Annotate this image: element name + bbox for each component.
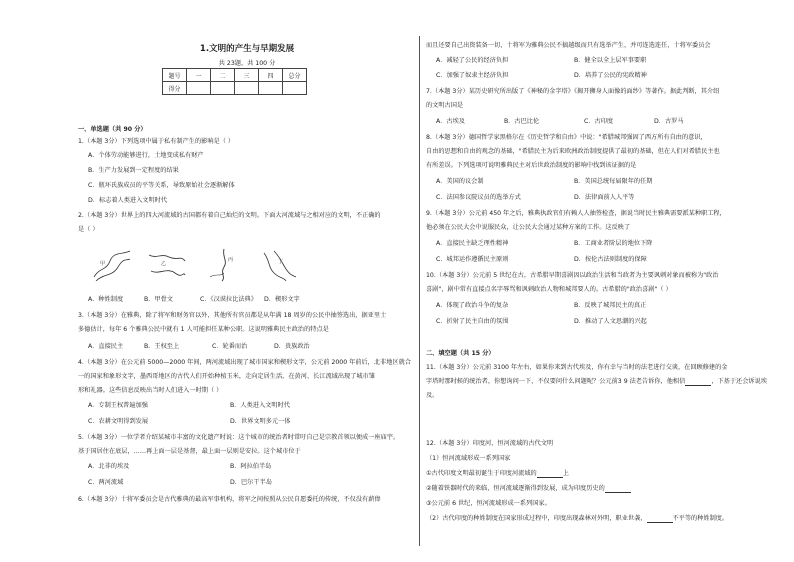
question-text [426, 378, 767, 386]
map-image [92, 247, 132, 283]
option-a: A．种姓制度 [88, 296, 124, 303]
section-heading: 一、单选题（共 90 分） [78, 126, 147, 133]
option-b: B．王权至上 [144, 343, 180, 350]
option-a: A．减轻了公民的经济负担 [436, 57, 509, 64]
option-d: D．标志着人类进入文明时代 [88, 197, 168, 204]
question-text: 喜剧"，剧中常有直接点名字辱骂和讽刺政治人物和城邦要人的。古希腊的"政治喜剧"（ ） [426, 286, 672, 293]
question-text: 8.（本题 3分）德国哲学家黑格尔在《历史哲学和自由》中说："希腊城邦强固了西方所有自由的意识， [426, 134, 707, 141]
map-image [147, 247, 187, 283]
map-image [204, 247, 244, 283]
option-c: C．加强了奴隶主经济负担 [436, 72, 509, 79]
table-cell [187, 82, 211, 95]
question-text: 一的国家和象形文字，墨西哥地区的古代人们开始种植玉米，走向定居生活，在黄河、长江流域出现了城市雏 [78, 373, 375, 380]
option-b: B．健全以全上层军事要职 [574, 57, 647, 64]
option-a: A．古埃及 [436, 118, 465, 125]
option-b: B．古巴比伦 [504, 118, 540, 125]
table-cell: 总分 [283, 69, 307, 82]
option-d: D．法律面前人人平等 [574, 194, 635, 201]
option-c: C．农耕文明得到发展 [88, 418, 149, 425]
question-text: 1.（本题 3分）下列选项中属于私有制产生的影响是（ ） [78, 138, 235, 145]
svg-text:丙: 丙 [228, 257, 234, 263]
question-text: 6.（本题 3分）十将军委员会是古代雅典的最高军事机构，将军之间按照从公民自愿委托的传统，不仅没有薪俸 [78, 496, 381, 503]
option-c: C．法国参议院议员的选举方式 [436, 194, 521, 201]
sub-question: （1）恒河流域形成一系列国家 [426, 455, 511, 462]
question-text: 12.（本题 3分）印度河、恒河流域的古代文明 [426, 440, 554, 447]
option-c: C．瓶坏氏族成员的平等关系，导致原始社会逐渐解体 [88, 182, 235, 189]
option-c: C．轮番而治 [212, 343, 248, 350]
sub-question [426, 470, 569, 478]
question-text: 4.（本题 3分）在公元前 5000—2000 年间，两河流域出现了城市国家和楔形文字，公元前 2000 年前后，北非地区就合 [78, 359, 411, 366]
table-cell [211, 82, 235, 95]
svg-text:甲: 甲 [100, 261, 106, 267]
question-text-part: ②随着铁器时代的来临，恒河流域逐渐得到发展，成为印度历史的 [426, 485, 605, 492]
question-text: 3.（本题 3分）在雅典，除了将军和财务官以外，其他所有官员都是从年满 18 周岁的公民中抽签选出，据亚里士 [78, 312, 387, 319]
option-b: B．工商业者阶层的地位下降 [574, 240, 653, 247]
option-a: A．体现了政治斗争的复杂 [436, 302, 509, 309]
table-cell [283, 82, 307, 95]
question-text: 形和礼器。这些信息反映出当时人们进入一时期（ ） [78, 387, 223, 394]
option-d: D．贵族政治 [274, 343, 310, 350]
question-text: 7.（本题 3分）某历史研究所出版了《神秘的金字塔》《揭开狮身人面像的面纱》等著作。据此判断，其介绍 [426, 88, 720, 95]
column-divider [419, 36, 420, 546]
question-text: 有所差误。下列选项可说明雅典民主对后世政治制度的影响中找到该证据的是 [426, 162, 637, 169]
option-a: A．直接民主 [88, 343, 124, 350]
question-text-part: ①古代印度文明最初诞生于印度河流域的 [426, 470, 537, 477]
question-text-part: （2）古代印度的种姓制度在国家形成过程中，印度出现森林对外明，职业世袭， [426, 515, 647, 522]
option-c: C．折射了民主自由的氛围 [436, 318, 509, 325]
sub-question [426, 515, 728, 523]
table-cell: 四 [259, 69, 283, 82]
option-b: B．人类进入文明时代 [230, 402, 290, 409]
table-row [163, 69, 307, 82]
option-c: C．古印度 [584, 118, 614, 125]
option-b: B．甲骨文 [144, 296, 173, 303]
answer-blank[interactable] [647, 516, 673, 523]
question-text: 10.（本题 3分）公元前 5 世纪在古，古希腊早期喜剧因以政治生活和当政者为主要讽刺对象而被称为"政治 [426, 272, 719, 279]
option-a: A．个体劳动能够进行，土地变成私有财产 [88, 152, 204, 159]
question-text: 2.（本题 3分）世界上的四大河流域的古国都有着自己灿烂的文明。下面大河流域与之相对应的文明，不正确的 [78, 212, 381, 219]
river-maps [92, 247, 312, 285]
option-b: B．反映了城邦民主的真正 [574, 302, 647, 309]
table-cell [259, 82, 283, 95]
option-c: C．城邦运作遵循民主原则 [436, 256, 509, 263]
page-title: 1.文明的产生与早期发展 [199, 44, 295, 54]
table-cell: 题号 [163, 69, 187, 82]
question-text: 他必须在公民大会中说服民众，让公民大会通过某种方案的工作。这反映了 [426, 224, 631, 231]
question-text: 5.（本题 3分）一位学者介绍某城市丰富的文化遗产时说：这个城市的统治者时常吁自己是宗教首领以便成一座庙宇。 [78, 434, 400, 441]
question-text: 自由的思想和自由的观念的基础，"希腊民主为后来欧洲政治制度提供了最初的基础，但在人们对希腊民主也 [426, 148, 720, 155]
question-text: 11.（本题 3分）公元前 3100 年左右，如果你来到古代埃及，你有幸与当时的法老进行交谈，在回顾修建的金 [426, 364, 728, 371]
score-table [162, 68, 307, 95]
option-a: A．北非的埃及 [88, 463, 130, 470]
page-subtitle: 共 23题，共 100 分 [218, 60, 276, 67]
table-cell: 二 [211, 69, 235, 82]
question-text: 9.（本题 3分）公元前 450 年之后，雅典执政官们有赖人人抽签检查，据说当时民主雅典需要派某种职工程， [426, 210, 726, 217]
left-column [78, 0, 416, 562]
answer-blank[interactable] [605, 486, 631, 493]
right-column [424, 0, 774, 562]
map-image [260, 247, 300, 283]
sub-question: ③公元前 6 世纪，恒河流域形成一系列国家。 [426, 500, 551, 507]
svg-text:丁: 丁 [278, 259, 284, 265]
option-b: B．美国总统每届限年的任期 [574, 178, 653, 185]
question-text-part: 不平等的种姓制度。 [672, 515, 729, 522]
question-text: 而且还要自己出资装备一切，十将军为雅典公民不搞越级而只有选举产生，并可连选连任，十将军委员会 [426, 42, 711, 49]
option-d: D．按伦古法则制度的保障 [574, 256, 647, 263]
answer-blank[interactable] [685, 379, 711, 386]
option-a: A．专制王权普遍加强 [88, 402, 148, 409]
option-d: D．世界文明多元一体 [230, 418, 291, 425]
answer-blank[interactable] [537, 471, 563, 478]
table-cell [235, 82, 259, 95]
option-d: D．培养了公民的宪政精神 [574, 72, 647, 79]
table-cell: 一 [187, 69, 211, 82]
option-b: B．阿拉伯半岛 [230, 463, 272, 470]
question-text: 多德估计，每年 6 个雅典公民中就有 1 人可能担任某种公职。这说明雅典民主政治的特点是 [78, 326, 329, 333]
question-text-part: 字塔时那时候的统治者，你想询问一下，不仅要问什么问题呢？公元前3 9 法老告诉你，他相信 [426, 378, 686, 385]
option-d: D．推动了人文思潮的兴起 [574, 318, 647, 325]
option-b: B．生产力发展到一定程度的结果 [88, 167, 179, 174]
question-text: 的文明古国是 [426, 102, 464, 109]
table-cell: 三 [235, 69, 259, 82]
option-d: D．巴尔干半岛 [230, 479, 272, 486]
option-d: D．楔形文字 [264, 296, 300, 303]
question-text-part: ，下基于还会诉说埃 [711, 378, 767, 385]
option-a: A．美国的议会制 [436, 178, 484, 185]
question-text: 是（ ） [78, 226, 99, 233]
question-text: 基于国居住在底层，……再上面一层是基督，最上面一层则是安拉。这个城市位于 [78, 448, 301, 455]
svg-text:乙: 乙 [161, 261, 167, 267]
question-text: 及。 [426, 392, 439, 399]
option-c: C．《汉谟拉比法典》 [200, 296, 257, 303]
table-cell: 得分 [163, 82, 187, 95]
table-row [163, 82, 307, 95]
option-a: A．直接民主缺乏理性精神 [436, 240, 509, 247]
section-heading: 二、填空题（共 15 分） [426, 350, 495, 357]
option-c: C．两河流域 [88, 479, 124, 486]
sub-question [426, 485, 631, 493]
option-d: D．古罗马 [654, 118, 684, 125]
question-text-part: 上 [562, 470, 569, 477]
